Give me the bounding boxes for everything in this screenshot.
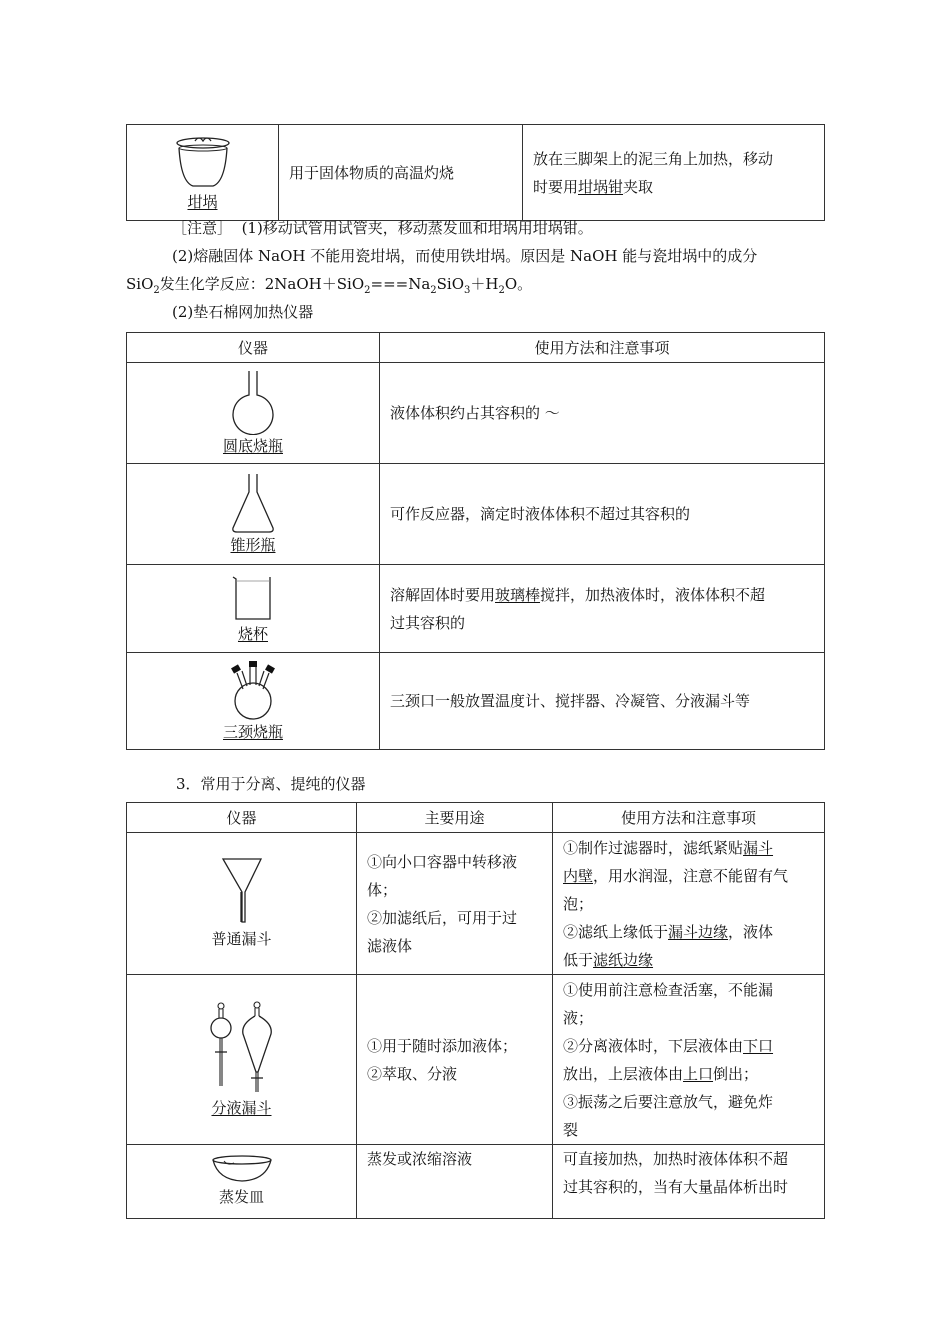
three-neck-flask-desc: 三颈口一般放置温度计、搅拌器、冷凝管、分液漏斗等 bbox=[380, 653, 825, 750]
funnel-name: 普通漏斗 bbox=[211, 929, 272, 948]
three-neck-flask-name: 三颈烧瓶 bbox=[222, 723, 283, 741]
round-flask-name: 圆底烧瓶 bbox=[222, 437, 283, 455]
funnel-cell bbox=[127, 833, 357, 975]
evaporating-dish-figure bbox=[210, 1154, 274, 1184]
evap-dish-use: 蒸发或浓缩溶液 bbox=[357, 1145, 553, 1219]
t3-header-use: 主要用途 bbox=[357, 803, 553, 833]
sep-funnel-cell bbox=[127, 975, 357, 1145]
sep-funnel-use: ①用于随时添加液体； ②萃取、分液 bbox=[357, 975, 553, 1145]
round-flask-cell bbox=[127, 363, 380, 464]
separation-table bbox=[126, 802, 825, 1219]
crucible-table bbox=[126, 124, 825, 221]
asbestos-gauze-table bbox=[126, 332, 825, 750]
t3-header-method: 使用方法和注意事项 bbox=[553, 803, 825, 833]
beaker-name: 烧杯 bbox=[237, 624, 268, 643]
crucible-tongs: 坩埚钳 bbox=[578, 177, 624, 196]
t3-header-instrument: 仪器 bbox=[127, 803, 357, 833]
crucible-usage: 用于固体物质的高温灼烧 bbox=[279, 125, 523, 221]
crucible-method: 放在三脚架上的泥三角上加热，移动 时要用坩埚钳夹取 bbox=[523, 125, 825, 221]
section-2-heading: (2)垫石棉网加热仪器 bbox=[172, 303, 314, 321]
beaker-desc: 溶解固体时要用玻璃棒搅拌，加热液体时，液体体积不超 过其容积的 bbox=[380, 565, 825, 653]
note-2-line1: (2)熔融固体 NaOH 不能用瓷坩埚，而使用铁坩埚。原因是 NaOH 能与瓷坩埚中的成分 bbox=[172, 247, 758, 265]
crucible-figure bbox=[173, 134, 233, 192]
t2-header-instrument: 仪器 bbox=[127, 333, 380, 363]
crucible-cell bbox=[127, 125, 279, 221]
funnel-use: ①向小口容器中转移液 体； ②加滤纸后，可用于过 滤液体 bbox=[357, 833, 553, 975]
beaker-cell bbox=[127, 565, 380, 653]
sep-funnel-method: ①使用前注意检查活塞，不能漏 液； ②分离液体时，下层液体由下口 放出，上层液体由上口倒出； ③振荡之后要注意放气，避免炸 裂 bbox=[553, 975, 825, 1145]
note-2-line2: SiO$_2$发生化学反应：$2NaOH+SiO_2===Na_2SiO_3+H_2O$。 bbox=[126, 275, 533, 296]
sep-funnel-name: 分液漏斗 bbox=[211, 1098, 272, 1117]
beaker-figure bbox=[228, 573, 278, 623]
evap-dish-method: 可直接加热，加热时液体体积不超 过其容积的，当有大量晶体析出时 bbox=[553, 1145, 825, 1219]
t2-header-method: 使用方法和注意事项 bbox=[380, 333, 825, 363]
round-bottom-flask-figure bbox=[228, 369, 278, 435]
round-flask-desc: 液体体积约占其容积的 ～ bbox=[380, 363, 825, 464]
conical-flask-cell bbox=[127, 464, 380, 565]
section-3-heading: 3．常用于分离、提纯的仪器 bbox=[176, 775, 366, 793]
conical-flask-desc: 可作反应器，滴定时液体体积不超过其容积的 bbox=[380, 464, 825, 565]
glass-rod: 玻璃棒 bbox=[495, 585, 541, 604]
three-neck-flask-figure bbox=[223, 659, 283, 721]
three-neck-flask-cell bbox=[127, 653, 380, 750]
note-1: ［注意］ (1)移动试管用试管夹，移动蒸发皿和坩埚用坩埚钳。 bbox=[172, 219, 593, 237]
crucible-name: 坩埚 bbox=[187, 192, 218, 211]
evap-dish-name: 蒸发皿 bbox=[218, 1187, 264, 1206]
funnel-figure bbox=[220, 856, 264, 926]
separatory-funnel-figure bbox=[207, 1000, 277, 1096]
funnel-method: ①制作过滤器时，滤纸紧贴漏斗 内壁，用水润湿，注意不能留有气 泡； ②滤纸上缘低于漏斗边缘，液体 低于滤纸边缘 bbox=[553, 833, 825, 975]
evap-dish-cell bbox=[127, 1145, 357, 1219]
conical-flask-name: 锥形瓶 bbox=[230, 536, 276, 554]
conical-flask-figure bbox=[228, 472, 278, 534]
